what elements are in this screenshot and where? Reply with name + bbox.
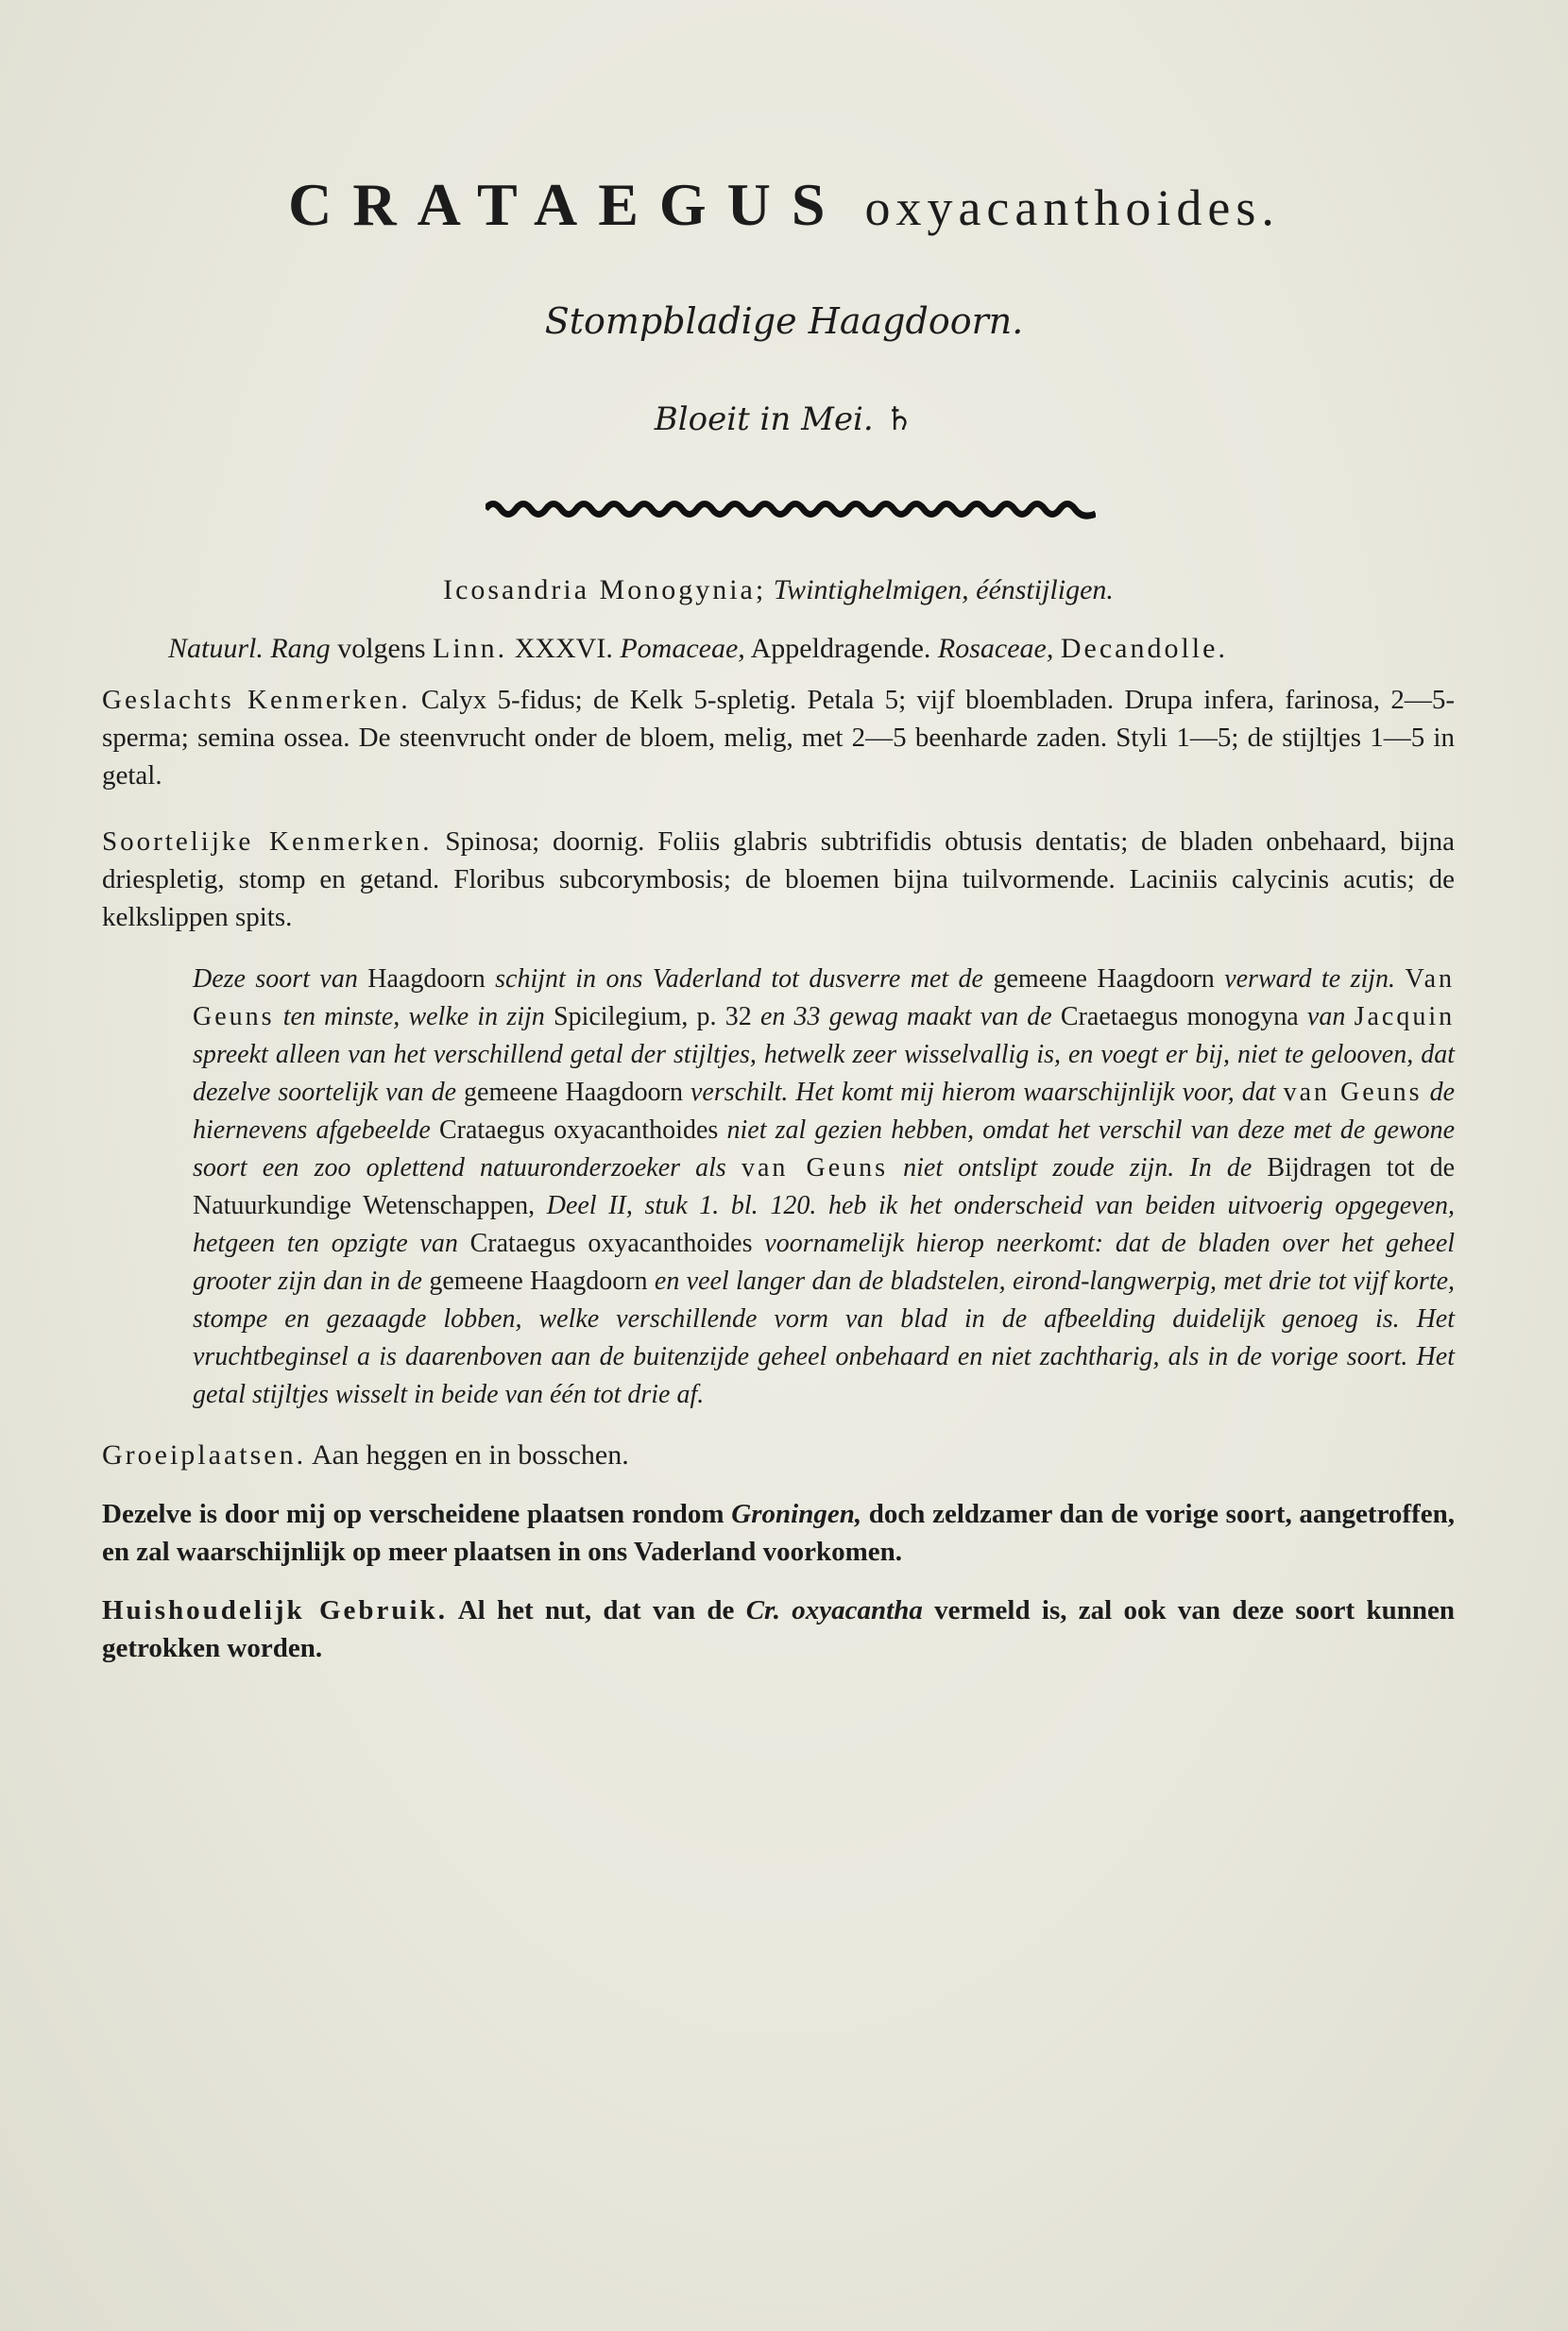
soortelijke-kenmerken: Soortelijke Kenmerken. Spinosa; doornig. Foliis glabris subtrifidis obtusis dentatis; de bladen onbehaard, bijna driespletig, stomp en getand. Floribus subcorymbosis; de bloemen bijna tuilvormende. Laciniis calycinis acutis; de kelkslippen spits. — [102, 826, 1456, 932]
classification-line: Icosandria Monogynia; Twintighelmigen, éénstijligen. — [443, 574, 1114, 605]
bloom-text: Bloeit in Mei. — [654, 400, 874, 438]
ornament-divider — [486, 493, 1096, 525]
rang-line: Natuurl. Rang volgens Linn. XXXVI. Pomaceae, Appeldragende. Rosaceae, Decandolle. — [168, 633, 1228, 664]
huishoudelijk-gebruik: Huishoudelijk Gebruik. Al het nut, dat van de Cr. oxyacantha vermeld is, zal ook van deze soort kunnen getrokken worden. — [102, 1595, 1456, 1663]
shrub-symbol-icon: ♄ — [884, 400, 914, 438]
genus-name: CRATAEGUS — [288, 171, 846, 238]
groeiplaatsen: Groeiplaatsen. Aan heggen en in bosschen. — [102, 1439, 629, 1471]
species-name: oxyacanthoides. — [864, 179, 1280, 236]
dezelve-paragraph: Dezelve is door mij op verscheidene plaatsen rondom Groningen, doch zeldzamer dan de vorige soort, aangetroffen, en zal waarschijnlijk op meer plaatsen in ons Vaderland voorkomen. — [102, 1499, 1455, 1567]
soort-label: Soortelijke Kenmerken. — [102, 826, 433, 857]
bloom-line — [0, 400, 1568, 438]
geslachts-kenmerken: Geslachts Kenmerken. Calyx 5-fidus; de Kelk 5-spletig. Petala 5; vijf bloembladen. Drupa infera, farinosa, 2—5-sperma; semina ossea. De steenvrucht onder de bloem, melig, met 2—5 beenharde zaden. Styli 1—5; de stijltjes 1—5 in getal. — [102, 685, 1456, 791]
description-paragraph: Deze soort van Haagdoorn schijnt in ons Vaderland tot dusverre met de gemeene Haagdoorn verward te zijn. Van Geuns ten minste, welke in zijn Spicilegium, p. 32 en 33 gewag maakt van de Craetaegus monogyna van Jacquin spreekt alleen van het verschillend getal der stijltjes, hetwelk zeer wisselvallig is, en voegt er bij, niet te gelooven, dat dezelve soortelijk van de gemeene Haagdoorn verschilt. Het komt mij hierom waarschijnlijk voor, dat van Geuns de hiernevens afgebeelde Crataegus oxyacanthoides niet zal gezien hebben, omdat het verschil van deze met de gewone soort een zoo oplettend natuuronderzoeker als van Geuns niet ontslipt zoude zijn. In de Bijdragen tot de Natuurkundige Wetenschappen, Deel II, stuk 1. bl. 120. heb ik het onderscheid van beiden uitvoerig opgegeven, hetgeen ten opzigte van Crataegus oxyacanthoides voornamelijk hierop neerkomt: dat de bladen over het geheel grooter zijn dan in de gemeene Haagdoorn en veel langer dan de bladstelen, eirond-langwerpig, met drie tot vijf korte, stompe en gezaagde lobben, welke verschillende vorm van blad in de afbeelding duidelijk genoeg is. Het vruchtbeginsel a is daarenboven aan de buitenzijde geheel onbehaard en niet zachtharig, als in de vorige soort. Het getal stijltjes wisselt in beide van één tot drie af. — [193, 964, 1456, 1409]
geslachts-label: Geslachts Kenmerken. — [102, 685, 411, 715]
text-body — [102, 553, 1455, 1667]
groei-label: Groeiplaatsen. — [102, 1439, 307, 1471]
page-title — [0, 170, 1568, 240]
common-name: Stompbladige Haagdoorn. — [544, 300, 1024, 342]
huis-label: Huishoudelijk Gebruik. — [102, 1595, 448, 1625]
